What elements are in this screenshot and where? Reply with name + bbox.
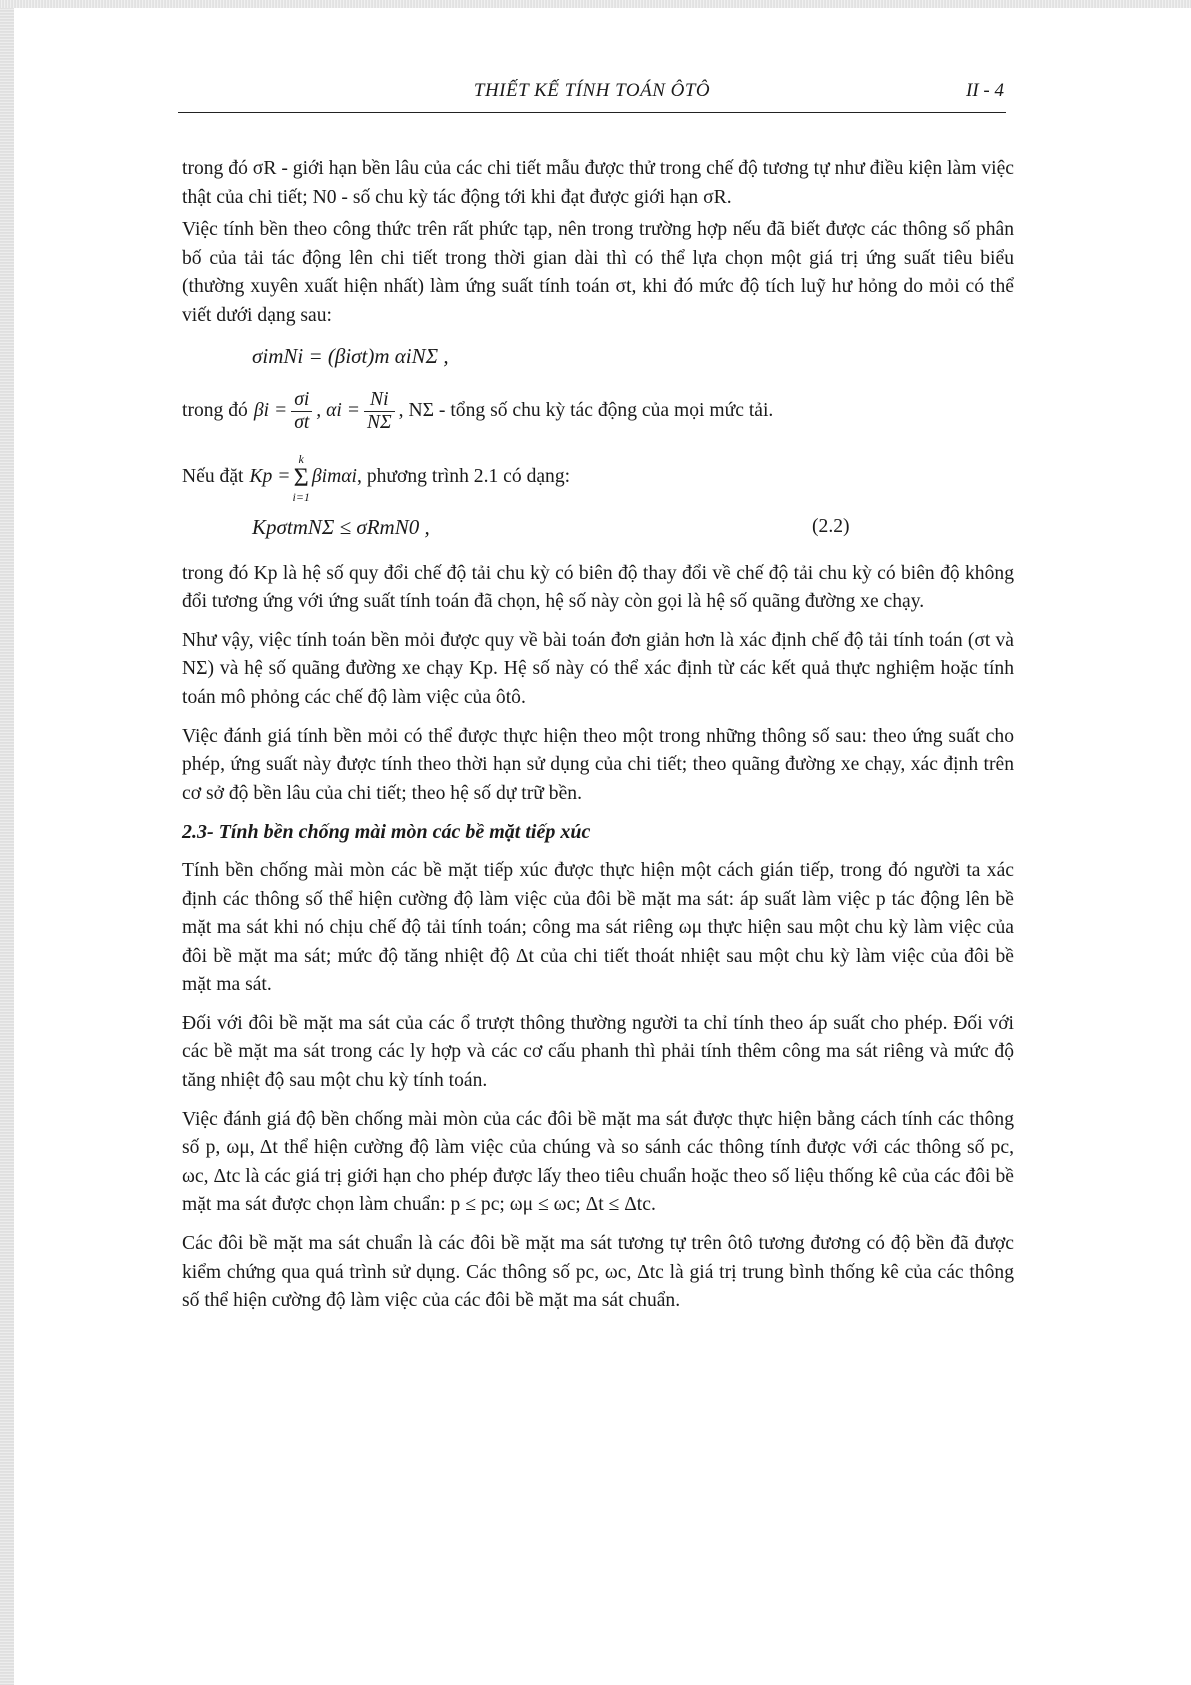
sigma-icon: Σ bbox=[293, 462, 309, 492]
page-header bbox=[178, 78, 1006, 113]
equation-2-2-body: KpσtmNΣ ≤ σRmN0 , bbox=[252, 514, 430, 539]
alpha-lhs: , αi = bbox=[316, 399, 360, 421]
definitions-row bbox=[182, 389, 1014, 434]
summation-symbol bbox=[292, 452, 309, 504]
page-body bbox=[182, 155, 1014, 1326]
equation-number: (2.2) bbox=[812, 515, 850, 537]
definitions-suffix: , NΣ - tổng số chu kỳ tác động của mọi mức tải. bbox=[398, 399, 774, 421]
kp-prefix: Nếu đặt bbox=[182, 466, 244, 488]
paragraph-2: Việc tính bền theo công thức trên rất phức tạp, nên trong trường hợp nếu đã biết được các thông số phân bố của tải tác động lên chi tiết trong thời gian dài thì có thể lựa chọn một giá trị ứng suất tiêu biểu (thường xuyên xuất hiện nhất) làm ứng suất tính toán σt, khi đó mức độ tích luỹ hư hỏng do mỏi có thể viết dưới dạng sau: bbox=[182, 219, 1014, 326]
paragraph-standard: Các đôi bề mặt ma sát chuẩn là các đôi bề mặt ma sát tương tự trên ôtô tương đương có độ bền đã được kiểm chứng qua quá trình sử dụng. Các thông số pc, ωc, Δtc là giá trị trung bình thống kê của các thông số thể hiện cường độ làm việc của các đôi bề mặt ma sát chuẩn. bbox=[182, 1233, 1014, 1312]
paragraph-kp: trong đó Kp là hệ số quy đổi chế độ tải chu kỳ có biên độ thay đổi về chế độ tải chu kỳ có biên độ không đổi tương ứng với ứng suất tính toán đã chọn, hệ số này còn gọi là hệ số quãng đường xe chạy. bbox=[182, 562, 1014, 613]
alpha-fraction bbox=[364, 389, 395, 434]
header-title: THIẾT KẾ TÍNH TOÁN ÔTÔ bbox=[473, 80, 711, 101]
kp-rhs: βimαi bbox=[311, 466, 358, 488]
sum-upper-limit: k bbox=[298, 451, 304, 466]
beta-numerator: σi bbox=[291, 389, 312, 412]
page-number: II - 4 bbox=[966, 80, 1004, 101]
section-heading: 2.3- Tính bền chống mài mòn các bề mặt tiếp xúc bbox=[182, 821, 591, 844]
paragraph-1: trong đó σR - giới hạn bền lâu của các chi tiết mẫu được thử trong chế độ tương tự như điều kiện làm việc thật của chi tiết; N0 - số chu kỳ tác động tới khi đạt được giới hạn σR. bbox=[182, 158, 1014, 208]
paragraph-evaluation: Việc đánh giá tính bền mỏi có thể được thực hiện theo một trong những thông số sau: theo ứng suất cho phép, ứng suất này được tính theo thời hạn sử dụng của chi tiết; theo quãng đường xe chạy, xác định trên cơ sở độ bền lâu của chi tiết; theo hệ số dự trữ bền. bbox=[182, 725, 1014, 804]
paragraph-simplified: Như vậy, việc tính toán bền mỏi được quy về bài toán đơn giản hơn là xác định chế độ tải tính toán (σt và NΣ) và hệ số quãng đường xe chạy Kp. Hệ số này có thể xác định từ các kết quả thực nghiệm hoặc tính toán mô phỏng các chế độ làm việc của ôtô. bbox=[182, 629, 1014, 708]
paragraph-comparison: Việc đánh giá độ bền chống mài mòn của các đôi bề mặt ma sát được thực hiện bằng cách tính các thông số p, ωμ, Δt thể hiện cường độ làm việc của chúng và so sánh các thông tính được với các thông số pc, ωc, Δtc là các giá trị giới hạn cho phép được lấy theo tiêu chuẩn hoặc theo số liệu thống kê của các đôi bề mặt ma sát được chọn làm chuẩn: p ≤ pc; ωμ ≤ ωc; Δt ≤ Δtc. bbox=[182, 1108, 1014, 1216]
equation-2-2 bbox=[252, 512, 1014, 542]
kp-suffix: , phương trình 2.1 có dạng: bbox=[357, 466, 571, 488]
kp-lhs: Kp = bbox=[249, 466, 291, 488]
kp-definition-row bbox=[182, 452, 1014, 504]
sum-lower-limit: i=1 bbox=[292, 489, 310, 504]
alpha-denominator: NΣ bbox=[366, 411, 392, 433]
scan-edge-left bbox=[0, 0, 14, 1685]
formula-damage-accumulation: σimNi = (βiσt)m αiNΣ , bbox=[252, 343, 449, 368]
definitions-prefix: trong đó bbox=[182, 399, 248, 421]
alpha-numerator: Ni bbox=[364, 389, 395, 412]
paragraph-wear: Tính bền chống mài mòn các bề mặt tiếp xúc được thực hiện một cách gián tiếp, trong đó người ta xác định các thông số thể hiện cường độ làm việc của đôi bề mặt ma sát: áp suất làm việc p tác động lên bề mặt ma sát khi nó chịu chế độ tải tính toán; công ma sát riêng ωμ thực hiện sau một chu kỳ làm việc của đôi bề mặt ma sát; mức độ tăng nhiệt độ Δt của chi tiết thoát nhiệt sau một chu kỳ làm việc của đôi bề mặt ma sát. bbox=[182, 859, 1014, 996]
beta-lhs: βi = bbox=[253, 399, 288, 421]
scan-edge-top bbox=[0, 0, 1191, 8]
beta-fraction bbox=[291, 389, 312, 434]
paragraph-bearings: Đối với đôi bề mặt ma sát của các ổ trượt thông thường người ta chỉ tính theo áp suất cho phép. Đối với các bề mặt ma sát trong các ly hợp và các cơ cấu phanh thì phải tính thêm công ma sát riêng và mức độ tăng nhiệt độ sau một chu kỳ tính toán. bbox=[182, 1012, 1014, 1092]
beta-denominator: σt bbox=[294, 411, 310, 433]
